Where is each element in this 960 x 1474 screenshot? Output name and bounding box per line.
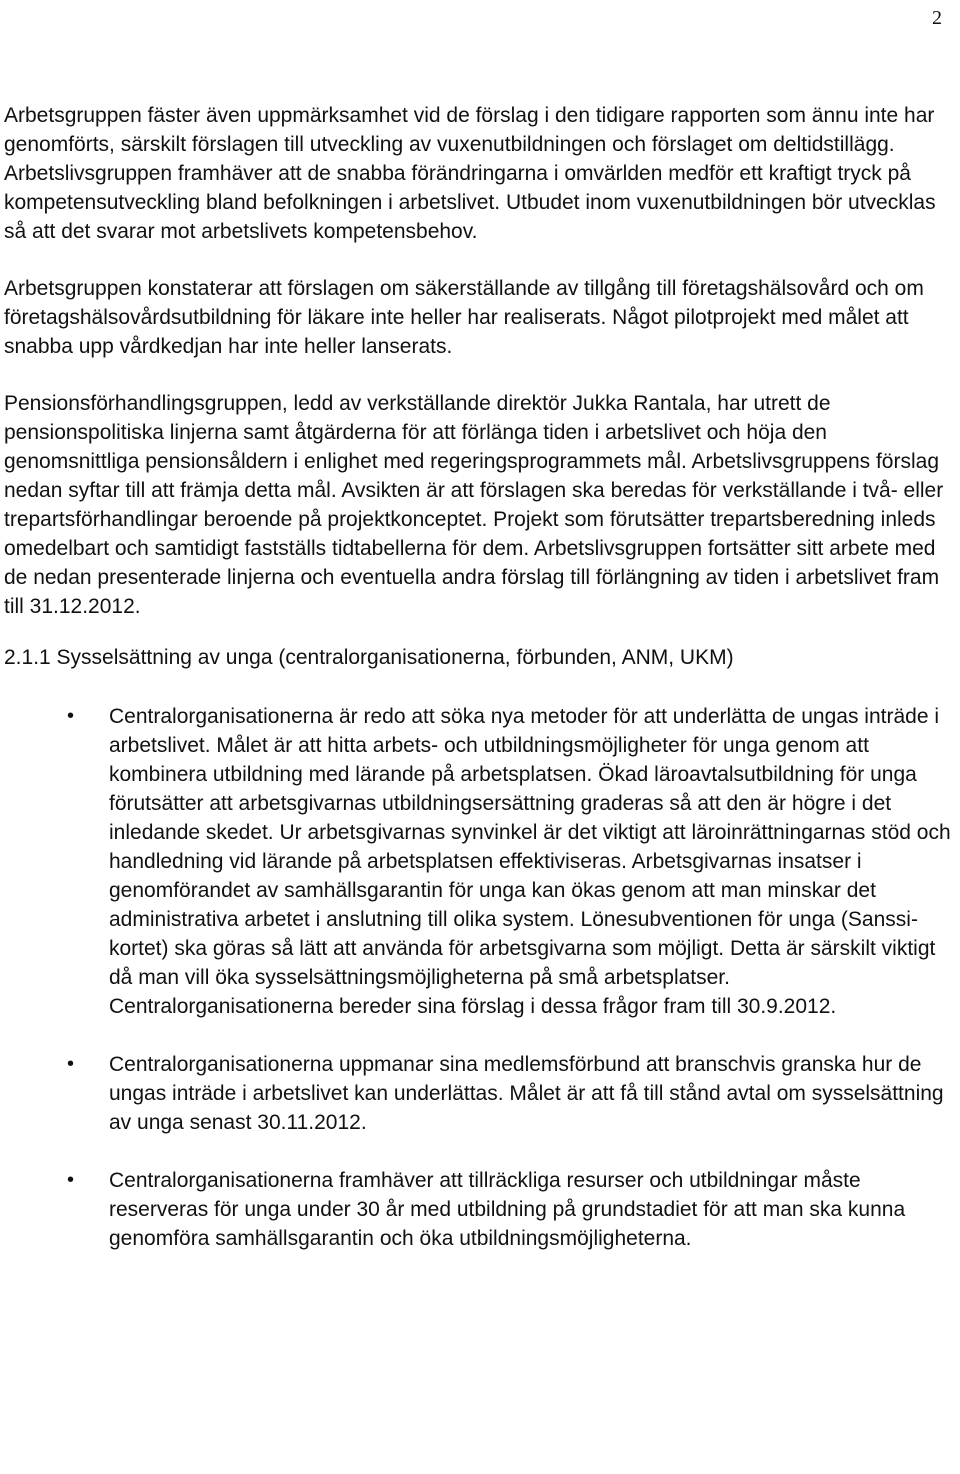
list-item xyxy=(0,1166,958,1253)
document-body xyxy=(0,101,958,1282)
bullet-list xyxy=(0,702,958,1253)
section-heading: 2.1.1 Sysselsättning av unga (centralorganisationerna, förbunden, ANM, UKM) xyxy=(4,646,734,669)
paragraph-adult-education: Arbetsgruppen fäster även uppmärksamhet vid de förslag i den tidigare rapporten som ännu inte har genomförts, särskilt förslagen till utveckling av vuxenutbildningen och förslaget om deltidstillägg. Arbetslivsgruppen framhäver att de snabba förändringarna i omvärlden medför ett kraftigt tryck på kompetensutveckling bland befolkningen i arbetslivet. Utbudet inom vuxenutbildningen bör utvecklas så att det svarar mot arbetslivets kompetensbehov. xyxy=(4,104,936,243)
paragraph-pension-negotiations: Pensionsförhandlingsgruppen, ledd av verkställande direktör Jukka Rantala, har utrett de pensionspolitiska linjerna samt åtgärderna för att förlänga tiden i arbetslivet och höja den genomsnittliga pensionsåldern i enlighet med regeringsprogrammets mål. Arbetslivsgruppens förslag nedan syftar till att främja detta mål. Avsikten är att förslagen ska beredas för verkställande i två- eller trepartsförhandlingar beroende på projektkonceptet. Projekt som förutsätter trepartsberedning inleds omedelbart och samtidigt fastställs tidtabellerna för dem. Arbetslivsgruppen fortsätter sitt arbete med de nedan presenterade linjerna och eventuella andra förslag till förlängning av tiden i arbetslivet fram till 31.12.2012. xyxy=(4,392,944,618)
list-item-text: Centralorganisationerna är redo att söka nya metoder för att underlätta de ungas inträde i arbetslivet. Målet är att hitta arbets- och utbildningsmöjligheter för unga genom att kombinera utbildning med lärande på arbetsplatsen. Ökad läroavtalsutbildning för unga förutsätter att arbetsgivarnas utbildningsersättning graderas så att den är högre i det inledande skedet. Ur arbetsgivarnas synvinkel är det viktigt att läroinrättningarnas stöd och handledning vid lärande på arbetsplatsen effektiviseras. Arbetsgivarnas insatser i genomförandet av samhällsgarantin för unga kan ökas genom att man minskar det administrativa arbetet i anslutning till olika system. Lönesubventionen för unga (Sanssi-kortet) ska göras så lätt att använda för arbetsgivarna som möjligt. Detta är särskilt viktigt då man vill öka sysselsättningsmöjligheterna på små arbetsplatser. Centralorganisationerna bereder sina förslag i dessa frågor fram till 30.9.2012. xyxy=(109,705,951,1018)
list-item xyxy=(0,702,958,1021)
page-number: 2 xyxy=(932,7,942,29)
bullet-icon: • xyxy=(67,705,75,727)
bullet-icon: • xyxy=(67,1169,75,1191)
paragraph-occupational-health: Arbetsgruppen konstaterar att förslagen om säkerställande av tillgång till företagshälsovård och om företagshälsovårdsutbildning för läkare inte heller har realiserats. Något pilotprojekt med målet att snabba upp vårdkedjan har inte heller lanserats. xyxy=(4,277,924,358)
list-item-text: Centralorganisationerna uppmanar sina medlemsförbund att branschvis granska hur de ungas inträde i arbetslivet kan underlättas. Målet är att få till stånd avtal om sysselsättning av unga senast 30.11.2012. xyxy=(109,1053,944,1134)
list-item xyxy=(0,1050,958,1137)
list-item-text: Centralorganisationerna framhäver att tillräckliga resurser och utbildningar måste reserveras för unga under 30 år med utbildning på grundstadiet för att man ska kunna genomföra samhällsgarantin och öka utbildningsmöjligheterna. xyxy=(109,1169,906,1250)
bullet-icon: • xyxy=(67,1053,75,1075)
